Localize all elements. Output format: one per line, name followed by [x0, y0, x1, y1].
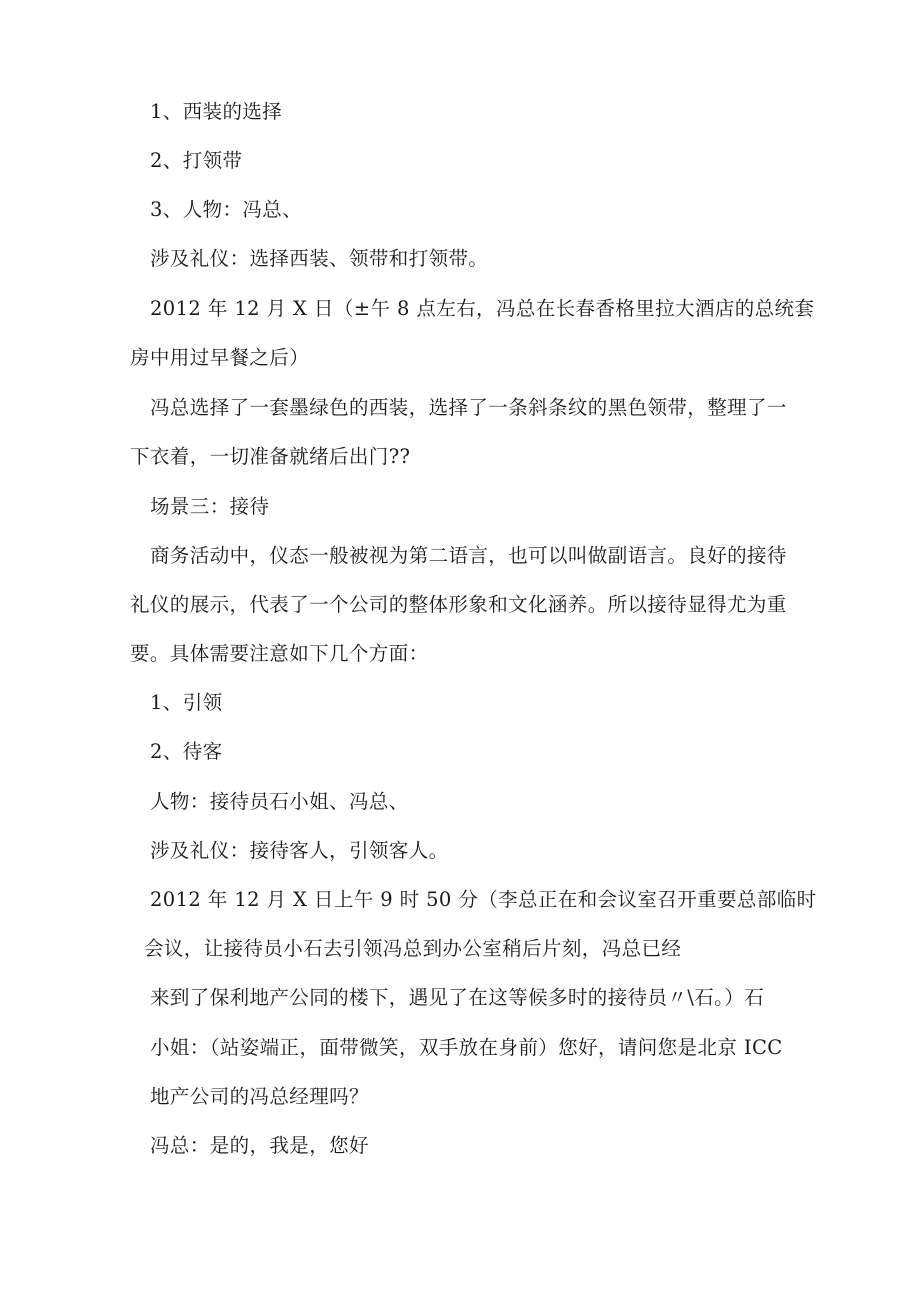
text-line-19: 来到了保利地产公同的楼下，遇见了在这等候多时的接待员〃\石。）石: [150, 986, 765, 1009]
text-line-2: 2、打领带: [150, 149, 243, 172]
text-line-5: 2012 年 12 月 X 日（±午 8 点左右，冯总在长春香格里拉大酒店的总统套: [150, 297, 815, 320]
text-line-8: 下衣着，一切准备就绪后出门??: [130, 445, 411, 468]
text-line-7: 冯总选择了一套墨绿色的西装，选择了一条斜条纹的黑色领带，整理了一: [150, 396, 787, 419]
text-line-18: 会议，让接待员小石去引领冯总到办公室稍后片刻，冯总已经: [144, 937, 682, 960]
text-line-10: 商务活动中，仪态一般被视为第二语言，也可以叫做副语言。良好的接待: [150, 544, 787, 567]
text-line-16: 涉及礼仪：接待客人，引领客人。: [150, 839, 449, 862]
text-line-1: 1、西装的选择: [150, 100, 283, 123]
text-line-14: 2、待客: [150, 740, 223, 763]
text-line-4: 涉及礼仪：选择西装、领带和打领带。: [150, 247, 489, 270]
text-line-20: 小姐：（站姿端正，面带微笑，双手放在身前）您好，请问您是北京 ICC: [150, 1036, 783, 1059]
text-line-13: 1、引领: [150, 691, 223, 714]
text-line-12: 要。具体需要注意如下几个方面：: [130, 642, 429, 665]
text-line-6: 房中用过早餐之后）: [130, 346, 310, 369]
text-line-21: 地产公司的冯总经理吗？: [150, 1085, 369, 1108]
section-heading: 场景三：接待: [150, 495, 270, 518]
text-line-22: 冯总：是的，我是，您好: [150, 1134, 369, 1157]
text-line-11: 礼仪的展示，代表了一个公司的整体形象和文化涵养。所以接待显得尤为重: [130, 593, 787, 616]
text-line-15: 人物：接待员石小姐、冯总、: [150, 790, 409, 813]
text-line-3: 3、人物：冯总、: [150, 198, 303, 221]
text-line-17: 2012 年 12 月 X 日上午 9 时 50 分（李总正在和会议室召开重要总部临时: [150, 888, 817, 911]
